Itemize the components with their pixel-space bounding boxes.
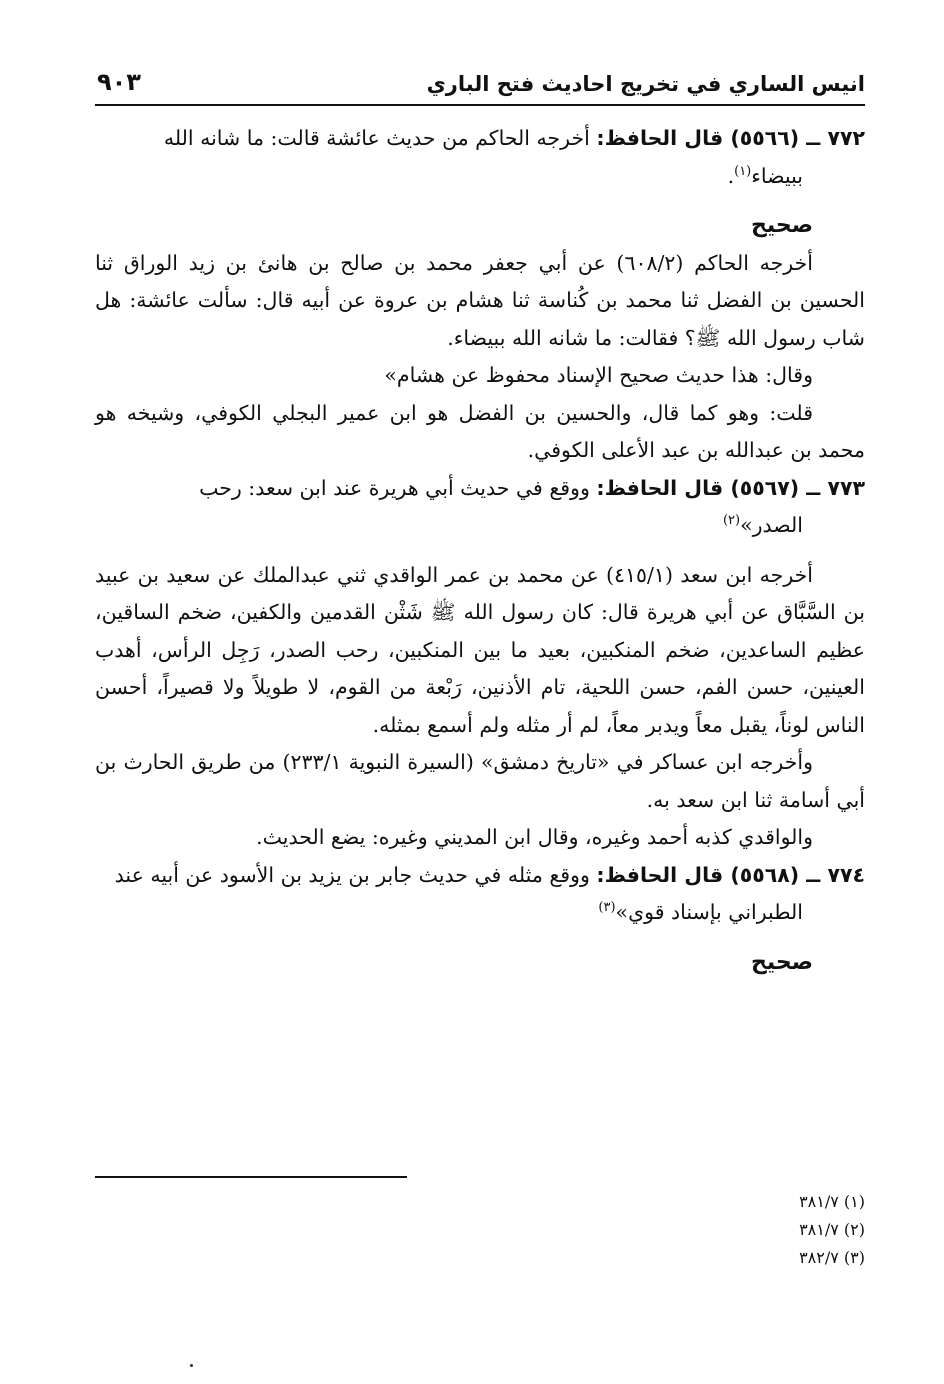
hadith-entry-773 — [95, 470, 865, 545]
entry-heading: ٧٧٤ ــ (٥٥٦٨) قال الحافظ: — [596, 862, 865, 887]
footnote-divider — [95, 1176, 407, 1178]
entry-quote-continuation: الصدر» — [740, 513, 803, 537]
footnote-list — [95, 1188, 865, 1272]
scan-speck — [190, 1364, 193, 1367]
footnote-item: (٣) ٣٨٢/٧ — [799, 1248, 865, 1267]
takhrij-paragraph: والواقدي كذبه أحمد وغيره، وقال ابن المديني وغيره: يضع الحديث. — [256, 825, 813, 849]
entry-quote: أخرجه الحاكم من حديث عائشة قالت: ما شانه الله — [163, 126, 590, 150]
running-header — [95, 64, 865, 106]
takhrij-paragraph: أخرجه الحاكم (٦٠٨/٢) عن أبي جعفر محمد بن صالح بن هانئ بن زيد الوراق ثنا الحسين بن الفضل ثنا محمد بن كُناسة ثنا هشام بن عروة عن أبيه قال: سألت عائشة: هل شاب رسول الله ﷺ؟ فقالت: ما شانه الله ببيضاء. — [95, 250, 865, 350]
takhrij-paragraph: قلت: وهو كما قال، والحسين بن الفضل هو ابن عمير البجلي الكوفي، وشيخه هو محمد بن عبدالله بن عبد الأعلى الكوفي. — [95, 400, 865, 462]
takhrij-paragraph: وقال: هذا حديث صحيح الإسناد محفوظ عن هشام» — [384, 363, 813, 387]
book-title: انيس الساري في تخريج احاديث فتح الباري — [426, 72, 865, 96]
footnote-ref: (١) — [734, 163, 752, 179]
entry-heading: ٧٧٢ ــ (٥٥٦٦) قال الحافظ: — [596, 126, 865, 150]
entry-quote-continuation: ببيضاء — [751, 163, 803, 188]
takhrij-paragraph: أخرجه ابن سعد (٤١٥/١) عن محمد بن عمر الواقدي ثني عبدالملك عن سعيد بن عبيد بن السَّبَّاق عن أبي هريرة قال: كان رسول الله ﷺ شَثْن القدمين والكفين، ضخم الساقين، عظيم الساعدين، ضخم المنكبين، بعيد ما بين المنكبين، رحب الصدر، رَجِل الرأس، أهدب العينين، حسن الفم، حسن اللحية، تام الأذنين، رَبْعة من القوم، لا طويلاً ولا قصيراً، أحسن الناس لوناً، يقبل معاً ويدبر معاً، لم أر مثله ولم أسمع بمثله. — [95, 562, 865, 737]
footnote-ref: (٣) — [598, 900, 616, 916]
entry-quote-tail: . — [727, 163, 735, 188]
hadith-entry-772 — [95, 120, 865, 195]
entry-heading: ٧٧٣ ــ (٥٥٦٧) قال الحافظ: — [596, 475, 865, 500]
page-number: ٩٠٣ — [97, 68, 141, 96]
footnotes — [95, 1176, 865, 1272]
footnote-item: (٢) ٣٨١/٧ — [799, 1220, 865, 1239]
footnote-item: (١) ٣٨١/٧ — [799, 1192, 865, 1211]
grading-label: صحيح — [751, 949, 813, 975]
hadith-entry-774 — [95, 857, 865, 932]
entry-quote-continuation: الطبراني بإسناد قوي» — [615, 900, 803, 924]
takhrij-paragraph: وأخرجه ابن عساكر في «تاريخ دمشق» (السيرة النبوية ٢٣٣/١) من طريق الحارث بن أبي أسامة ثنا ابن سعد به. — [95, 750, 865, 812]
footnote-ref: (٢) — [722, 513, 741, 529]
entry-quote: ووقع في حديث أبي هريرة عند ابن سعد: رحب — [199, 475, 590, 500]
grading-label: صحيح — [751, 213, 813, 238]
page-body — [95, 120, 865, 981]
entry-quote: ووقع مثله في حديث جابر بن يزيد بن الأسود عن أبيه عند — [114, 862, 590, 887]
